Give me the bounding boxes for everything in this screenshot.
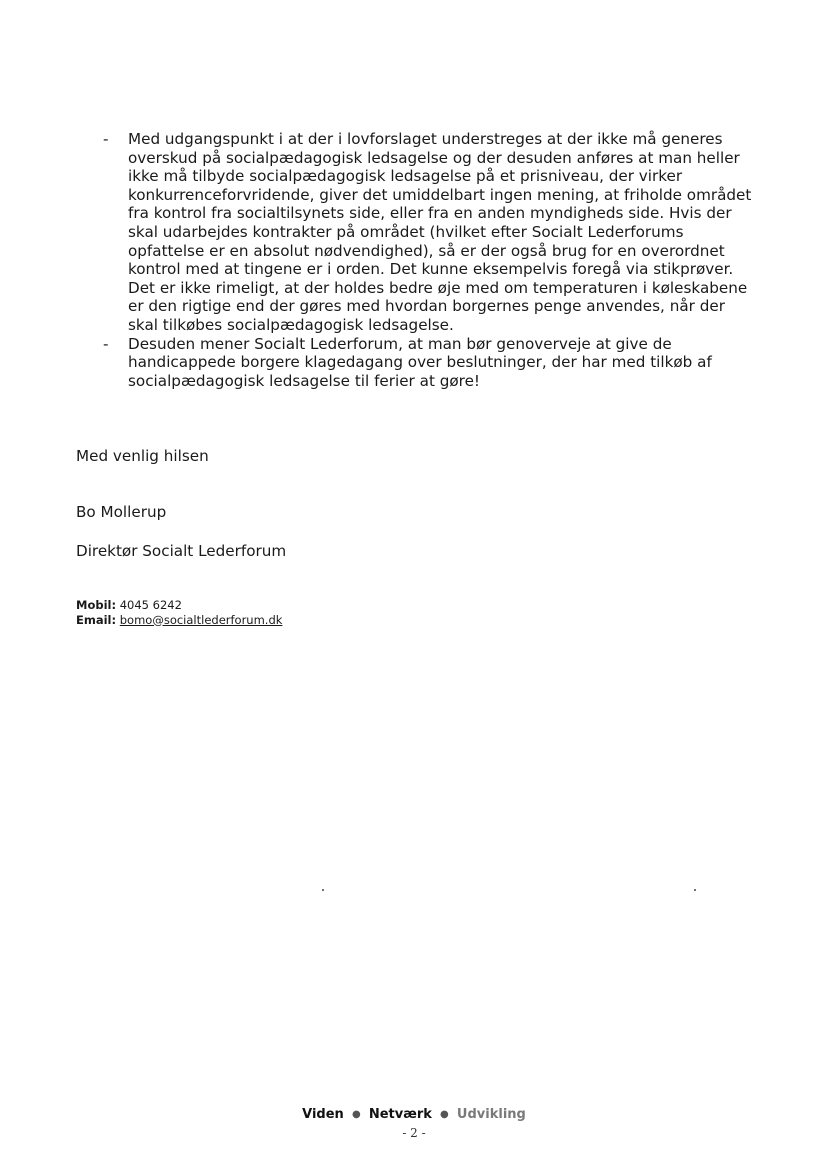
footer-word-netvaerk: Netværk [368,1107,432,1122]
signer-name: Bo Mollerup [76,503,167,521]
mobile-label: Mobil: [76,598,117,612]
scan-speck [694,889,696,891]
scan-speck [322,889,324,891]
footer-separator: ● [351,1109,361,1120]
email-link[interactable]: bomo@socialtlederforum.dk [119,612,283,627]
footer-word-udvikling: Udvikling [456,1107,526,1122]
list-item [103,130,753,335]
mobile-value: 4045 6242 [119,598,182,612]
bullet-marker: - [103,334,109,353]
contact-block [76,598,282,627]
mobile-line [76,598,282,613]
footer-tagline [0,1107,828,1123]
bullet-marker: - [103,130,109,148]
bullet-text: Med udgangspunkt i at der i lovforslaget understreges at der ikke må generes overskud på socialpædagogisk ledsagelse og der desuden anføres at man heller ikke må tilbyde socialpædagogisk ledsagelse på et prisniveau, der virker konkurrenceforvridende, giver det umiddelbart ingen mening, at friholde området fra kontrol fra socialtilsynets side, eller fra en anden myndigheds side. Hvis der skal udarbejdes kontrakter på området (hvilket efter Socialt Lederforums opfattelse er en absolut nødvendighed), så er der også brug for en overordnet kontrol med at tingene er i orden. Det kunne eksempelvis foregå via stikprøver. Det er ikke rimeligt, at der holdes bedre øje med om temperaturen i køleskabene er den rigtige end der gøres med hvordan borgernes penge anvendes, når der skal tilkøbes socialpædagogisk ledsagelse. [128,130,752,334]
page-number: - 2 - [402,1126,426,1140]
footer-separator: ● [440,1109,449,1120]
signer-title: Direktør Socialt Lederforum [76,542,287,560]
email-line [76,613,282,628]
closing-greeting: Med venlig hilsen [76,447,209,465]
footer-word-viden: Viden [302,1107,344,1122]
bullet-text: Desuden mener Socialt Lederforum, at man bør genoverveje at give de handicappede borgere klagedagang over beslutninger, der har med tilkøb af socialpædagogisk ledsagelse til ferier at gøre! [128,334,712,390]
footer [0,1107,828,1141]
bullet-list [103,130,753,390]
list-item [103,335,753,391]
email-label: Email: [76,612,117,627]
